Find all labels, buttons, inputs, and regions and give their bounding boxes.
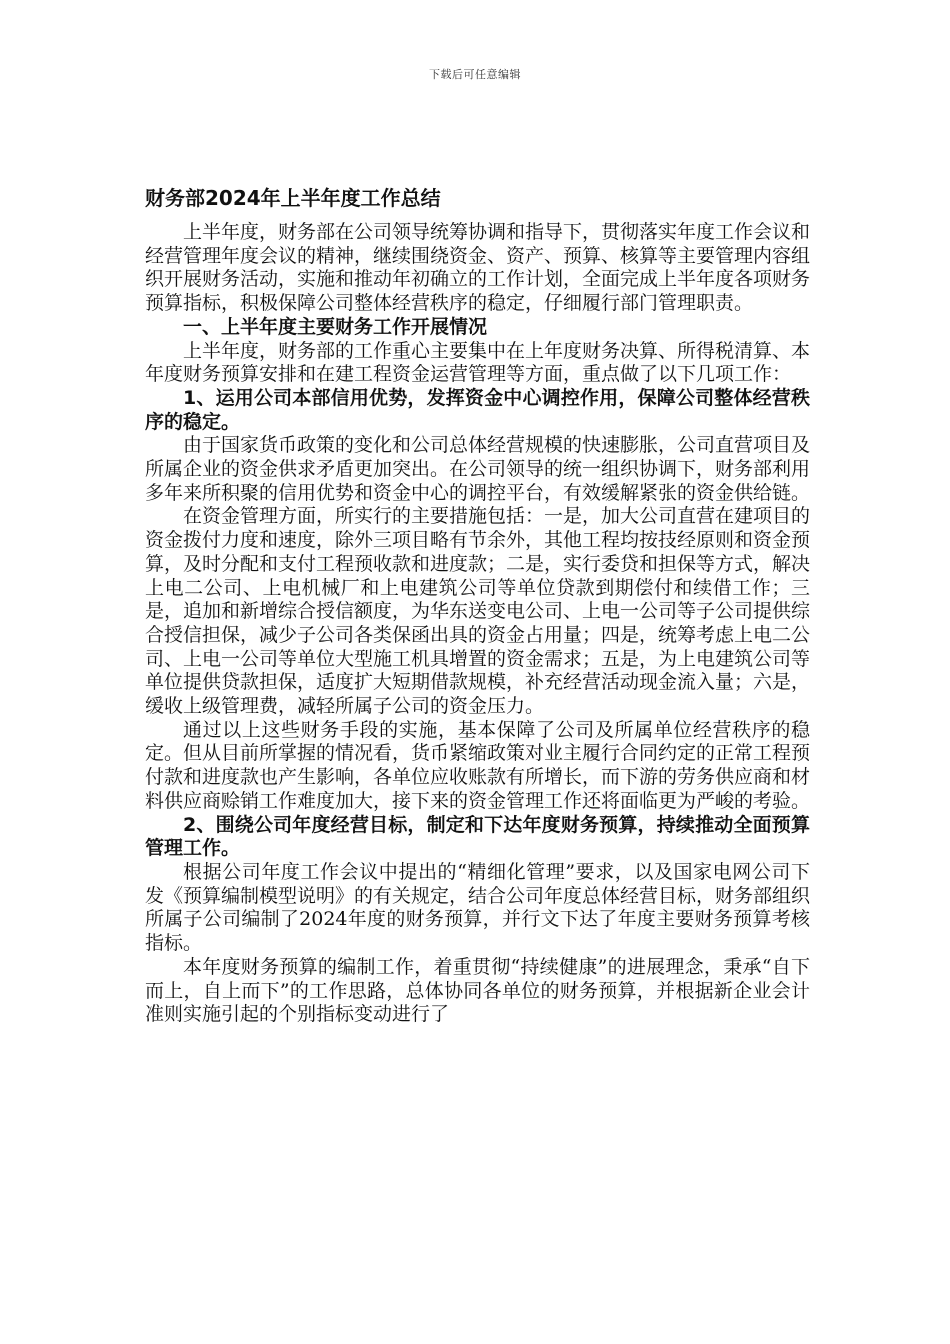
section-heading: 一、上半年度主要财务工作开展情况 (183, 315, 488, 338)
paragraph: 在资金管理方面，所实行的主要措施包括：一是，加大公司直营在建项目的资金拨付力度和速度，除外三项目略有节余外，其他工程均按技经原则和资金预算，及时分配和支付工程预收款和进度款；二是，实行委贷和担保等方式，解决上电二公司、上电机械厂和上电建筑公司等单位贷款到期偿付和续借工作；三是，追加和新增综合授信额度，为华东送变电公司、上电一公司等子公司提供综合授信担保，减少子公司各类保函出具的资金占用量；四是，统筹考虑上电二公司、上电一公司等单位大型施工机具增置的资金需求；五是，为上电建筑公司等单位提供贷款担保，适度扩大短期借款规模，补充经营活动现金流入量；六是，缓收上级管理费，减轻所属子公司的资金压力。 (145, 505, 811, 718)
paragraph: 根据公司年度工作会议中提出的“精细化管理”要求，以及国家电网公司下发《预算编制模型说明》的有关规定，结合公司年度总体经营目标，财务部组织所属子公司编制了2024年度的财务预算，并行文下达了年度主要财务预算考核指标。 (145, 860, 811, 955)
paragraph: 上半年度，财务部在公司领导统筹协调和指导下，贯彻落实年度工作会议和经营管理年度会议的精神，继续围绕资金、资产、预算、核算等主要管理内容组织开展财务活动，实施和推动年初确立的工作计划，全面完成上半年度各项财务预算指标，积极保障公司整体经营秩序的稳定，仔细履行部门管理职责。 (145, 221, 811, 315)
document-body (145, 183, 810, 1027)
subsection-heading: 1、运用公司本部信用优势，发挥资金中心调控作用，保障公司整体经营秩序的稳定。 (145, 386, 810, 433)
header-note: 下载后可任意编辑 (429, 68, 521, 81)
paragraph: 本年度财务预算的编制工作，着重贯彻“持续健康”的进展理念，秉承“自下而上，自上而下”的工作思路，总体协同各单位的财务预算，并根据新企业会计准则实施引起的个别指标变动进行了 (145, 955, 810, 1026)
document-title: 财务部2024年上半年度工作总结 (145, 186, 441, 210)
subsection-heading: 2、围绕公司年度经营目标，制定和下达年度财务预算，持续推动全面预算管理工作。 (145, 813, 810, 860)
paragraph: 通过以上这些财务手段的实施，基本保障了公司及所属单位经营秩序的稳定。但从目前所掌握的情况看，货币紧缩政策对业主履行合同约定的正常工程预付款和进度款也产生影响，各单位应收账款有所增长，而下游的劳务供应商和材料供应商赊销工作难度加大，接下来的资金管理工作还将面临更为严峻的考验。 (145, 718, 811, 812)
paragraph: 上半年度，财务部的工作重心主要集中在上年度财务决算、所得税清算、本年度财务预算安排和在建工程资金运营管理等方面，重点做了以下几项工作： (145, 339, 811, 386)
paragraph: 由于国家货币政策的变化和公司总体经营规模的快速膨胀，公司直营项目及所属企业的资金供求矛盾更加突出。在公司领导的统一组织协调下，财务部利用多年来所积聚的信用优势和资金中心的调控平台，有效缓解紧张的资金供给链。 (145, 434, 811, 504)
